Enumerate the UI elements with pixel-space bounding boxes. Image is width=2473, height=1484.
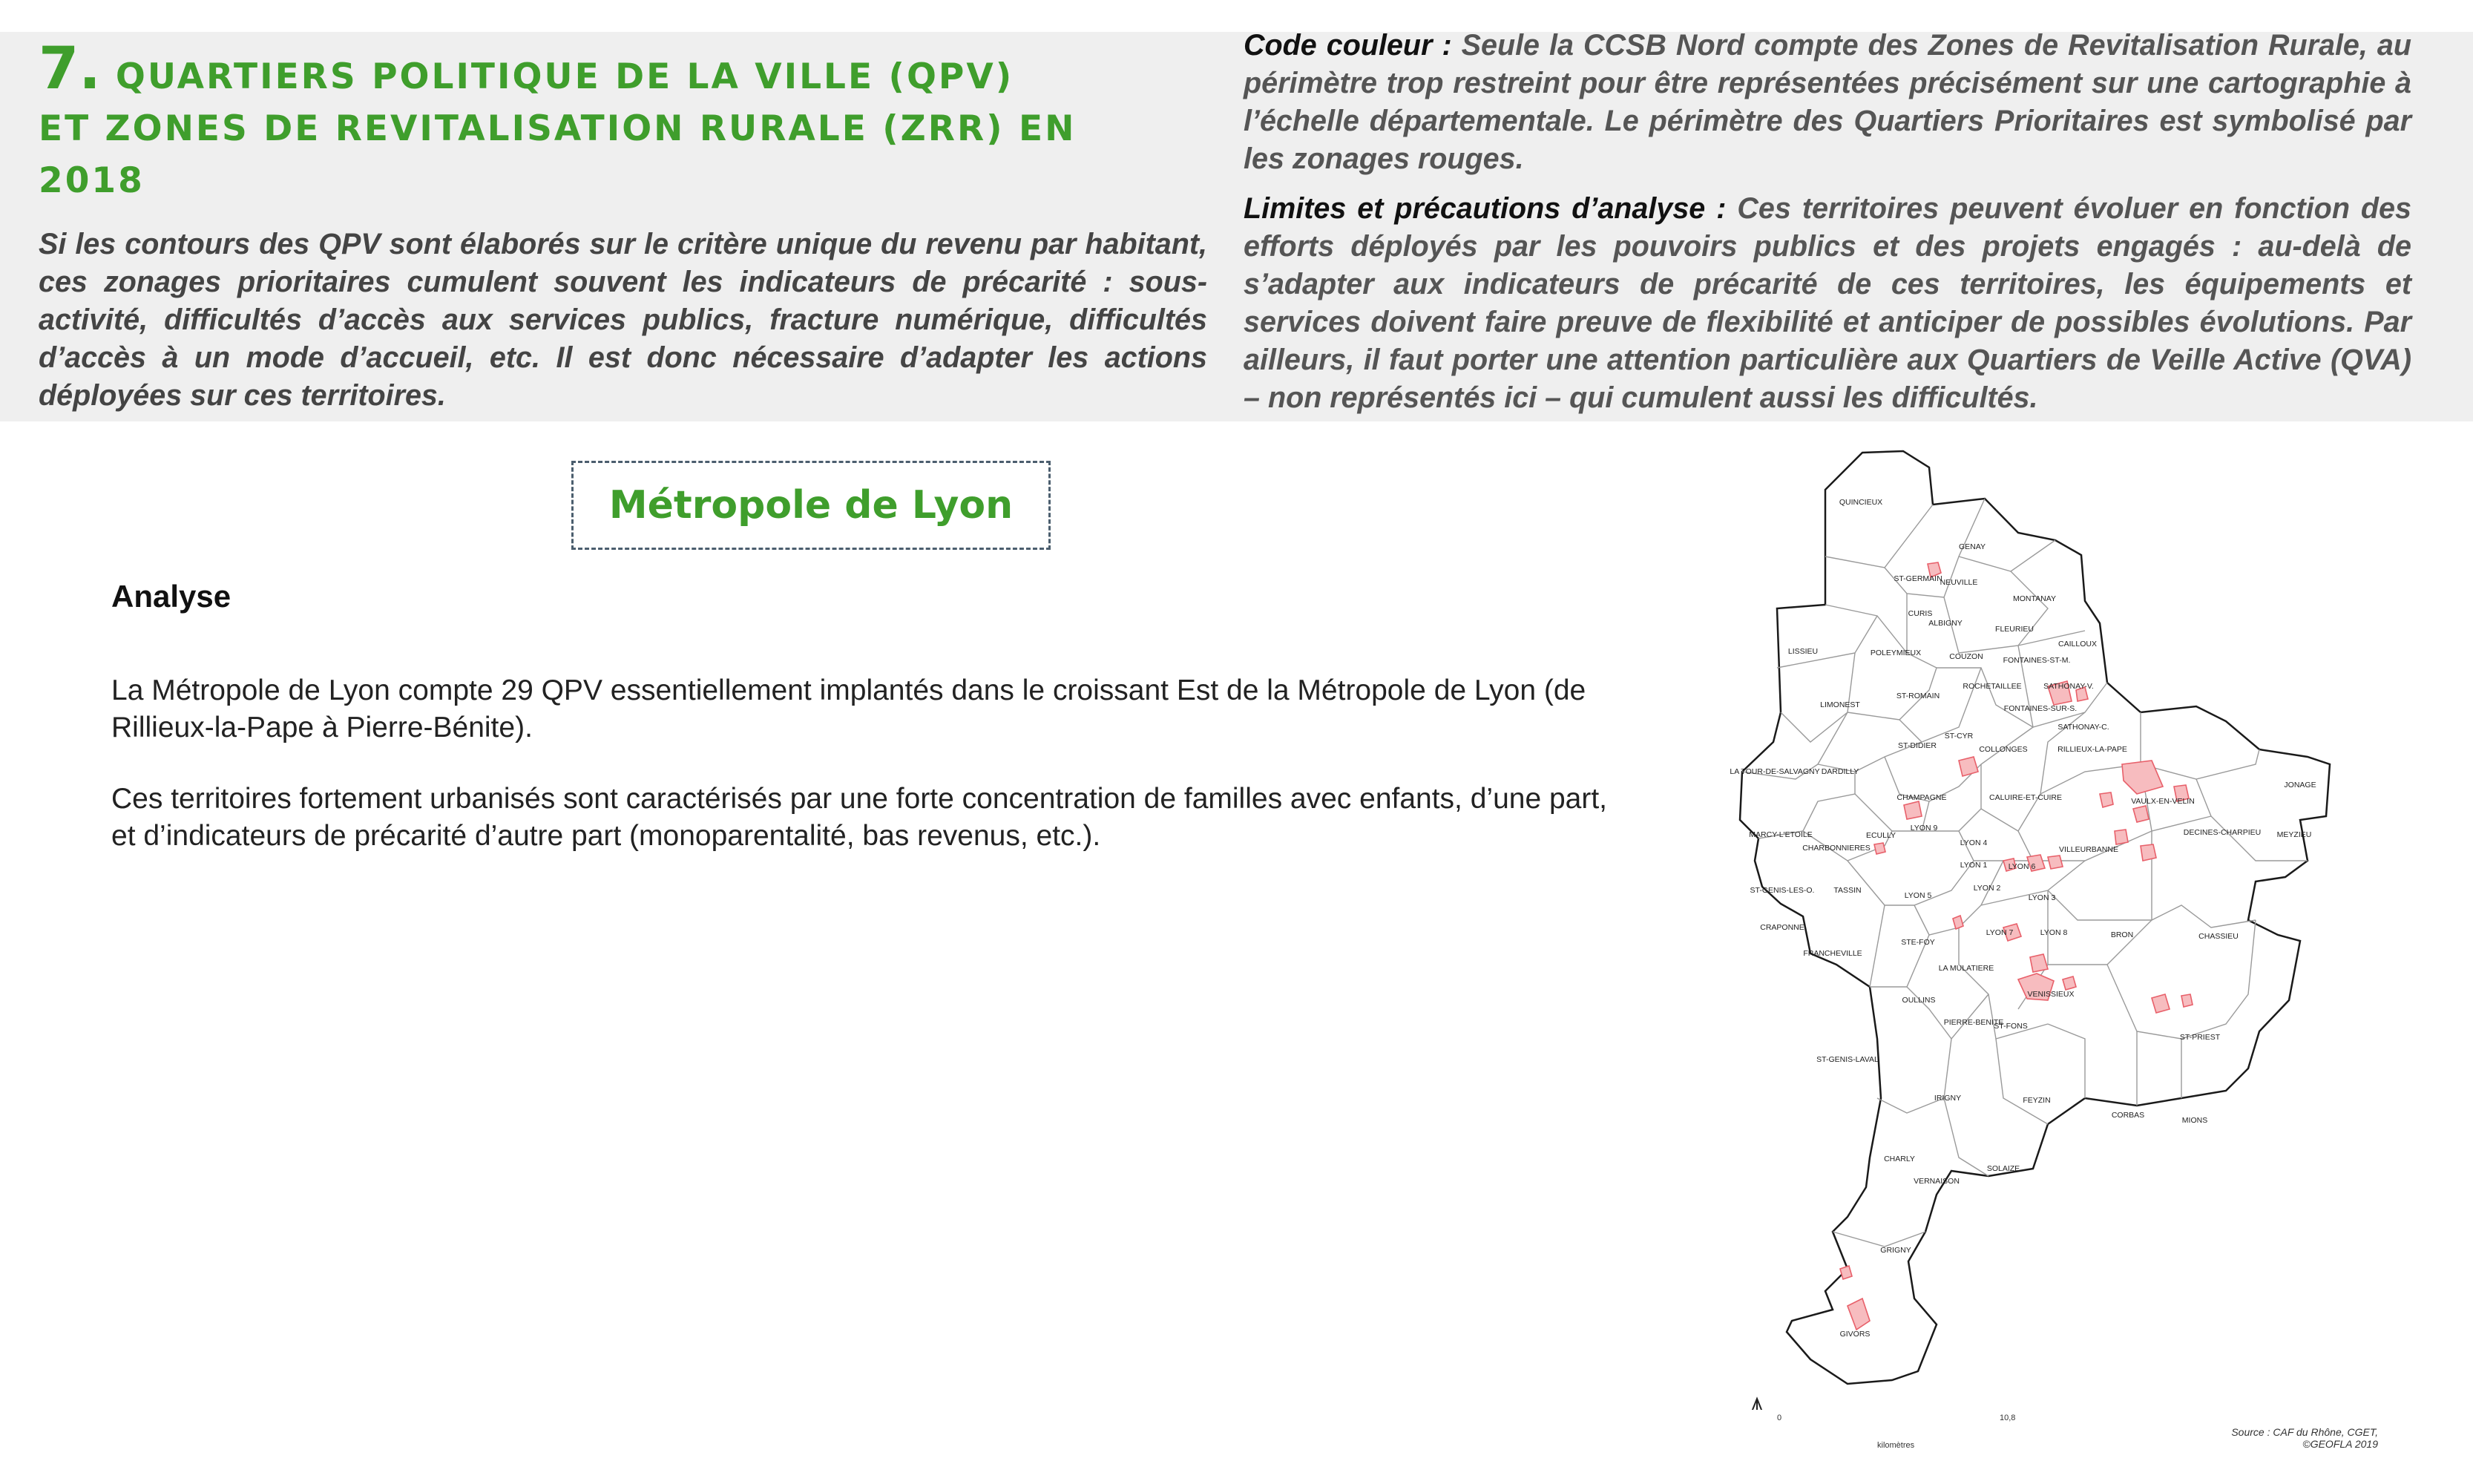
commune-label: LYON 7 — [1986, 928, 2014, 937]
commune-label: FONTAINES-ST-M. — [2003, 656, 2071, 665]
analyse-heading: Analyse — [111, 579, 231, 614]
map-svg — [1736, 445, 2404, 1410]
commune-label: JONAGE — [2284, 781, 2316, 789]
commune-label: CALUIRE-ET-CUIRE — [1988, 793, 2063, 802]
commune-label: DECINES-CHARPIEU — [2183, 828, 2262, 837]
commune-label: LYON 8 — [2040, 928, 2068, 937]
title-number: 7. — [39, 36, 101, 102]
section-title-box — [571, 461, 1051, 550]
commune-label: VILLEURBANNE — [2059, 845, 2118, 854]
commune-label: PIERRE-BENITE — [1943, 1018, 2004, 1027]
commune-label: NEUVILLE — [1940, 578, 1978, 587]
commune-label: RILLIEUX-LA-PAPE — [2057, 745, 2127, 754]
scale-bar — [1751, 1399, 2011, 1410]
commune-label: VERNAISON — [1914, 1177, 1960, 1186]
commune-label: BRON — [2110, 930, 2134, 939]
commune-label: IRIGNY — [1934, 1094, 1962, 1103]
commune-label: COLLONGES — [1979, 745, 2028, 754]
commune-label: OULLINS — [1902, 996, 1936, 1005]
commune-label: LYON 6 — [2008, 862, 2036, 871]
commune-label: POLEYMIEUX — [1870, 649, 1922, 657]
limits-label: Limites et précautions d’analyse : — [1244, 192, 1727, 225]
commune-label: LYON 4 — [1960, 838, 1988, 847]
commune-label: COUZON — [1949, 652, 1983, 661]
title-line-3: 2018 — [39, 160, 145, 201]
commune-label: GIVORS — [1839, 1330, 1871, 1339]
commune-label: CURIS — [1908, 609, 1933, 618]
commune-label: ST-GERMAIN — [1894, 574, 1942, 583]
color-code-label: Code couleur : — [1244, 29, 1452, 62]
commune-label: ROCHETAILLEE — [1963, 682, 2022, 691]
commune-label: LYON 3 — [2028, 893, 2056, 902]
commune-label: CHASSIEU — [2198, 932, 2239, 941]
source-line-1: Source : CAF du Rhône, CGET, — [2231, 1426, 2378, 1438]
commune-label: FEYZIN — [2023, 1096, 2051, 1105]
source-line-2: ©GEOFLA 2019 — [2302, 1438, 2378, 1450]
commune-label: ST-GENIS-LES-O. — [1750, 886, 1815, 895]
commune-label: ST-CYR — [1944, 732, 1974, 741]
commune-label: FLEURIEU — [1995, 625, 2034, 634]
commune-label: GENAY — [1959, 542, 1986, 551]
commune-label: SATHONAY-V. — [2043, 682, 2094, 691]
commune-label: LA TOUR-DE-SALVAGNY — [1730, 767, 1820, 776]
metropole-outline — [1740, 451, 2330, 1384]
commune-label: MEYZIEU — [2276, 830, 2312, 839]
analysis-paragraph-1: La Métropole de Lyon compte 29 QPV essentiellement implantés dans le croissant Est de la Métropole de Lyon (de Rillieux-la-Pape à Pierre-Bénite). — [111, 674, 1586, 743]
notes-column — [1244, 27, 2411, 429]
commune-label: LYON 2 — [1973, 884, 2001, 893]
section-title: Métropole de Lyon — [608, 483, 1014, 528]
commune-label: CHARBONNIERES — [1802, 844, 1871, 853]
commune-label: ALBIGNY — [1928, 619, 1963, 628]
commune-label: ST-FONS — [1994, 1022, 2028, 1031]
title-line-1: 7. QUARTIERS POLITIQUE DE LA VILLE (QPV) — [39, 36, 1014, 102]
commune-label: CRAPONNE — [1760, 923, 1804, 932]
commune-label: LYON 5 — [1904, 891, 1932, 900]
commune-label: SOLAIZE — [1986, 1164, 2020, 1173]
limits-note: Limites et précautions d’analyse : Ces territoires peuvent évoluer en fonction des efforts déployés par les pouvoirs publics et des projets engagés : au-delà de s’adapter aux indicateurs de précarité de ces territoires, les équipements et services doivent faire preuve de flexibilité et anticiper de possibles évolutions. Par ailleurs, il faut porter une attention particulière aux Quartiers de Veille Active (QVA) – non représentés ici – qui cumulent aussi les difficultés. — [1244, 192, 2411, 414]
commune-label: CAILLOUX — [2058, 640, 2097, 649]
commune-label: LYON 1 — [1960, 861, 1988, 870]
title-line-2: ET ZONES DE REVITALISATION RURALE (ZRR) EN — [39, 108, 1077, 149]
commune-label: FRANCHEVILLE — [1803, 949, 1862, 958]
commune-label: ST-GENIS-LAVAL — [1816, 1055, 1879, 1064]
page-title — [39, 36, 1226, 207]
commune-label: LIMONEST — [1820, 700, 1860, 709]
commune-label: LYON 9 — [1910, 824, 1938, 833]
commune-label: LISSIEU — [1787, 647, 1819, 656]
intro-text: Si les contours des QPV sont élaborés sur le critère unique du revenu par habitant, ces zonages prioritaires cumulent souvent les indicateurs de précarité : sous-activité, difficultés d’accès aux services publics, fracture numérique, difficultés d’accès à un mode d’accueil, etc. Il est donc nécessaire d’adapter les actions déployées sur ces territoires. — [39, 228, 1207, 412]
commune-label: GRIGNY — [1880, 1246, 1911, 1255]
map-source — [2222, 1426, 2378, 1450]
commune-label: MARCY-L'ETOILE — [1749, 830, 1813, 839]
commune-label: ECULLY — [1865, 831, 1896, 840]
commune-label: VAULX-EN-VELIN — [2131, 797, 2195, 806]
commune-label: ST-DIDIER — [1898, 741, 1937, 750]
commune-label: MIONS — [2181, 1116, 2208, 1125]
scale-end: 10,8 — [2000, 1414, 2016, 1422]
commune-label: VENISSIEUX — [2027, 990, 2075, 999]
commune-label: STE-FOY — [1901, 938, 1935, 947]
commune-label: DARDILLY — [1821, 767, 1859, 776]
commune-label: LA MULATIERE — [1938, 964, 1994, 973]
commune-label: QUINCIEUX — [1839, 498, 1883, 507]
scale-start: 0 — [1777, 1414, 1782, 1422]
analysis-paragraph-2: Ces territoires fortement urbanisés sont caractérisés par une forte concentration de familles avec enfants, d’une part, et d’indicateurs de précarité d’autre part (monoparentalité, bas revenus, etc.). — [111, 783, 1608, 852]
scale-unit: kilomètres — [1877, 1441, 1915, 1450]
commune-label: ST-ROMAIN — [1896, 692, 1940, 700]
commune-label: MONTANAY — [2013, 594, 2056, 603]
commune-label: ST-PRIEST — [2179, 1033, 2221, 1042]
commune-label: SATHONAY-C. — [2057, 723, 2109, 732]
commune-label: CHAMPAGNE — [1896, 793, 1947, 802]
commune-label: FONTAINES-SUR-S. — [2003, 704, 2078, 713]
commune-label: CORBAS — [2111, 1111, 2145, 1120]
color-code-note: Code couleur : Seule la CCSB Nord compte des Zones de Revitalisation Rurale, au périmètre trop restreint pour être représentées précisément sur une cartographie à l’échelle départementale. Le périmètre des Quartiers Prioritaires est symbolisé par les zonages rouges. — [1244, 29, 2411, 175]
commune-label: CHARLY — [1884, 1155, 1915, 1163]
commune-label: TASSIN — [1833, 886, 1862, 895]
